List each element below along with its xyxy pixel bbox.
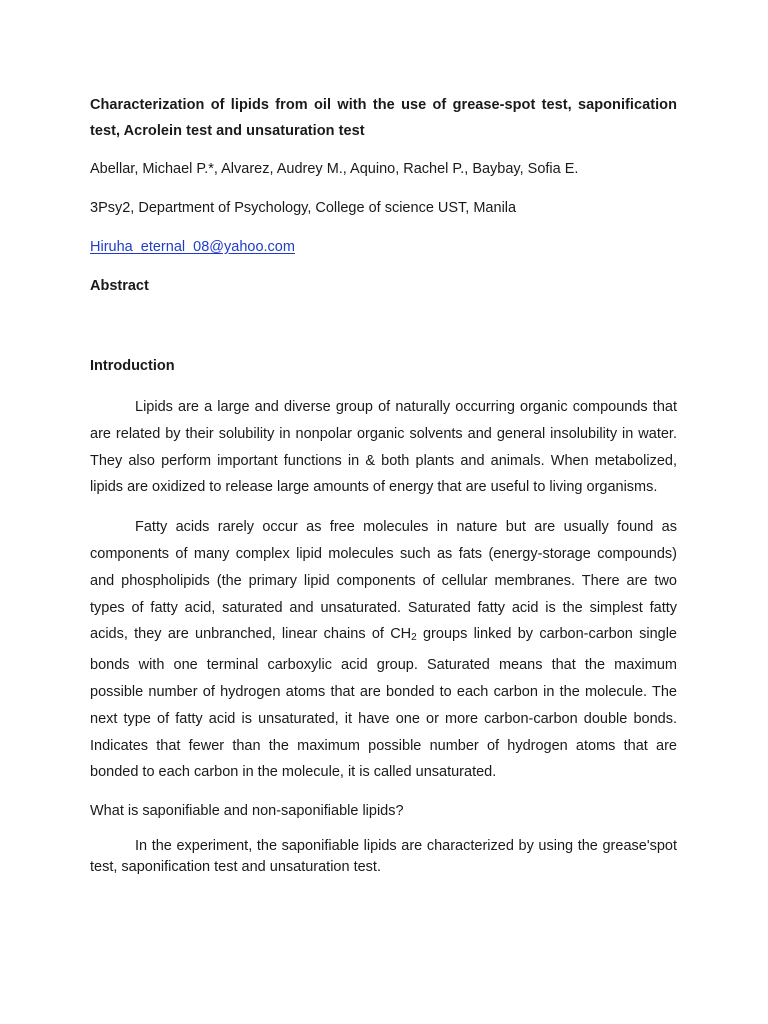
paragraph-2-text-start: Fatty acids rarely occur as free molecules in nature but are usually found as components of many complex lipid molecules such as fats (energy-storage compounds) and phospholipids (the primary lipid components of cellular membranes. There are two types of fatty acid, saturated and unsaturated. Saturated fatty acid is the simplest fatty acids, they are unbranched, linear chains of CH	[90, 519, 677, 643]
intro-paragraph-3: In the experiment, the saponifiable lipids are characterized by using the grease'spot test, saponification test and unsaturation test.	[90, 838, 677, 876]
email-link[interactable]: Hiruha_eternal_08@yahoo.com	[90, 239, 295, 255]
affiliation: 3Psy2, Department of Psychology, College of science UST, Manila	[90, 200, 517, 216]
question-line: What is saponifiable and non-saponifiable lipids?	[90, 803, 404, 820]
intro-paragraph-2	[90, 514, 677, 786]
paper-title: Characterization of lipids from oil with the use of grease-spot test, saponification test, Acrolein test and unsaturation test	[90, 97, 677, 139]
intro-paragraph-1: Lipids are a large and diverse group of naturally occurring organic compounds that are related by their solubility in nonpolar organic solvents and general insolubility in water. They also perform important functions in & both plants and animals. When metabolized, lipids are oxidized to release large amounts of energy that are useful to living organisms.	[90, 399, 677, 496]
abstract-heading: Abstract	[90, 278, 149, 294]
subscript-2: 2	[411, 632, 417, 644]
author-list: Abellar, Michael P.*, Alvarez, Audrey M., Aquino, Rachel P., Baybay, Sofia E.	[90, 161, 579, 177]
paragraph-2-text-end: groups linked by carbon-carbon single bonds with one terminal carboxylic acid group. Saturated means that the maximum possible number of hydrogen atoms that are bonded to each carbon in the molecule. The next type of fatty acid is unsaturated, it have one or more carbon-carbon double bonds. Indicates that fewer than the maximum possible number of hydrogen atoms that are bonded to each carbon in the molecule, it is called unsaturated.	[90, 626, 677, 781]
introduction-heading: Introduction	[90, 358, 175, 374]
